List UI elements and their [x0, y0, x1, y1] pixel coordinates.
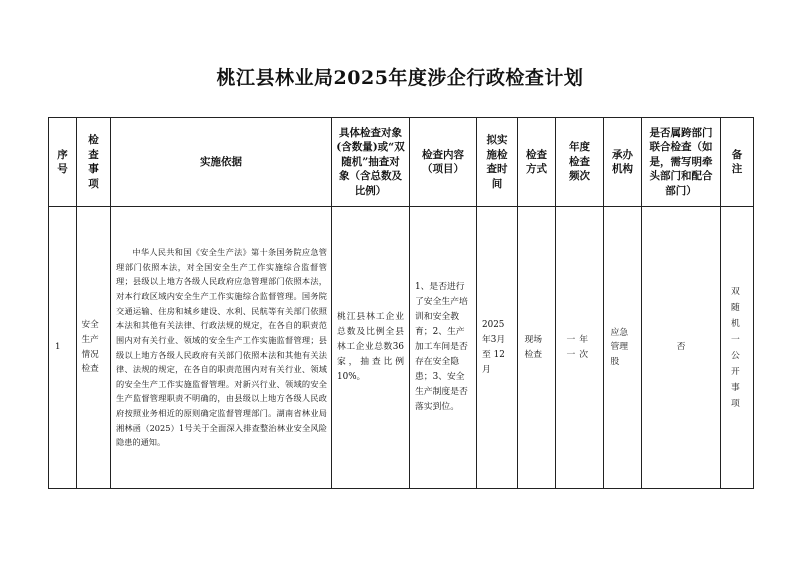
table-header-row [49, 118, 754, 207]
header-seq: 序号 [49, 118, 77, 207]
cell-remark: 双随机一公开事项 [721, 207, 754, 489]
header-remark: 备注 [721, 118, 754, 207]
header-frequency: 年度检查频次 [556, 118, 604, 207]
header-basis: 实施依据 [111, 118, 332, 207]
cell-seq: 1 [49, 207, 77, 489]
header-target: 具体检查对象(含数量)或“双随机”抽查对象（含总数及比例） [332, 118, 410, 207]
cell-joint: 否 [642, 207, 721, 489]
header-method: 检查方式 [518, 118, 556, 207]
header-organ: 承办机构 [604, 118, 642, 207]
cell-basis: 中华人民共和国《安全生产法》第十条国务院应急管理部门依照本法，对全国安全生产工作实施综合监督管理；县级以上地方各级人民政府应急管理部门依照本法，对本行政区域内安全生产工作实施综合监督管理。国务院交通运输、住房和城乡建设、水利、民航等有关部门依照本法和其他有关法律、行政法规的规定，在各自的职责范围内对有关行业、领域的安全生产工作实施监督管理；县级以上地方各级人民政府有关部门依照本法和其他有关法律、法规的规定，在各自的职责范围内对有关行业、领域的安全生产工作实施监督管理。对新兴行业、领域的安全生产监督管理职责不明确的，由县级以上地方各级人民政府按照业务相近的原则确定监督管理部门。湖南省林业局湘林函（2025）1号关于全面深入排查整治林业安全风险隐患的通知。 [111, 207, 332, 489]
cell-frequency: 一年一次 [556, 207, 604, 489]
cell-target: 桃江县林工企业总数及比例全县林工企业总数36家，抽查比例10%。 [332, 207, 410, 489]
header-time: 拟实施检查时间 [477, 118, 518, 207]
header-content: 检查内容（项目） [410, 118, 477, 207]
cell-time: 2025年3月至 12月 [477, 207, 518, 489]
cell-item: 安全生产情况检查 [77, 207, 111, 489]
inspection-plan-table [48, 117, 754, 489]
document-title: 桃江县林业局2025年度涉企行政检查计划 [216, 67, 584, 89]
cell-organ: 应急管理股 [604, 207, 642, 489]
header-joint: 是否属跨部门联合检查（如是，需写明牵头部门和配合部门） [642, 118, 721, 207]
cell-content: 1、是否进行了安全生产培训和安全教育；2、生产加工车间是否存在安全隐患；3、安全生产制度是否落实到位。 [410, 207, 477, 489]
table-row [49, 207, 754, 489]
cell-method: 现场检查 [518, 207, 556, 489]
header-item: 检查事项 [77, 118, 111, 207]
